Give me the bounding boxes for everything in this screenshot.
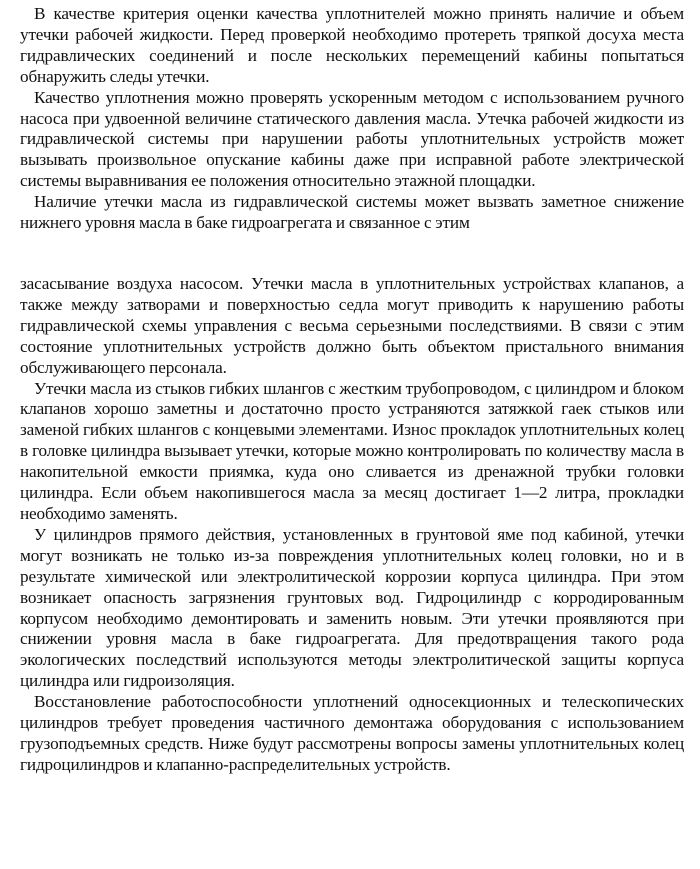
text-block-bottom	[20, 274, 684, 776]
paragraph-sealant-quality-criteria: В качестве критерия оценки качества уплотнителей можно принять наличие и объем утечки рабочей жидкости. Перед проверкой необходимо протереть тряпкой досуха места гидравлических соединений и после нескольких перемещений кабины попытаться обнаружить следы утечки.	[20, 4, 684, 86]
paragraph-hose-joint-leaks: Утечки масла из стыков гибких шлангов с жестким трубопроводом, с цилиндром и блоком клапанов хорошо заметны и достаточно просто устраняются затяжкой гаек стыков или заменой гибких шлангов с концевыми элементами. Износ прокладок уплотнительных колец в головке цилиндра вызывает утечки, которые можно контролировать по количеству масла в накопительной емкости приямка, куда оно сливается из дренажной трубки головки цилиндра. Если объем накопившегося масла за месяц достигает 1—2 литра, прокладки необходимо заменять.	[20, 378, 684, 523]
paragraph-oil-leak-level-drop: Наличие утечки масла из гидравлической системы может вызвать заметное снижение нижнего уровня масла в баке гидроагрегата и связанное с этим	[20, 192, 684, 233]
paragraph-pump-air-suction: засасывание воздуха насосом. Утечки масла в уплотнительных устройствах клапанов, а также между затворами и поверхностью седла могут приводить к нарушению работы гидравлической схемы управления с весьма серьезными последствиями. В связи с этим состояние уплотнительных устройств должно быть объектом пристального внимания обслуживающего персонала.	[20, 274, 684, 377]
text-block-top	[20, 4, 684, 234]
paragraph-accelerated-seal-test: Качество уплотнения можно проверять ускоренным методом с использованием ручного насоса при удвоенной величине статического давления масла. Утечка рабочей жидкости из гидравлической системы при нарушении работы уплотнительных устройств может вызывать произвольное опускание кабины даже при исправной работе электрической системы выравнивания ее положения относительно этажной площадки.	[20, 87, 684, 191]
paragraph-seal-restoration: Восстановление работоспособности уплотнений односекционных и телескопических цилиндров требует проведения частичного демонтажа оборудования с использованием грузоподъемных средств. Ниже будут рассмотрены вопросы замены уплотнительных колец гидроцилиндров и клапанно-распределительных устройств.	[20, 692, 684, 774]
paragraph-direct-acting-cylinders: У цилиндров прямого действия, установленных в грунтовой яме под кабиной, утечки могут возникать не только из-за повреждения уплотнительных колец головки, но и в результате химической или электролитической коррозии корпуса цилиндра. При этом возникает опасность загрязнения грунтовых вод. Гидроцилиндр с корродированным корпусом необходимо демонтировать и заменить новым. Эти утечки проявляются при снижении уровня масла в баке гидроагрегата. Для предотвращения такого рода экологических последствий используются методы электролитической защиты корпуса цилиндра или гидроизоляция.	[20, 524, 684, 691]
